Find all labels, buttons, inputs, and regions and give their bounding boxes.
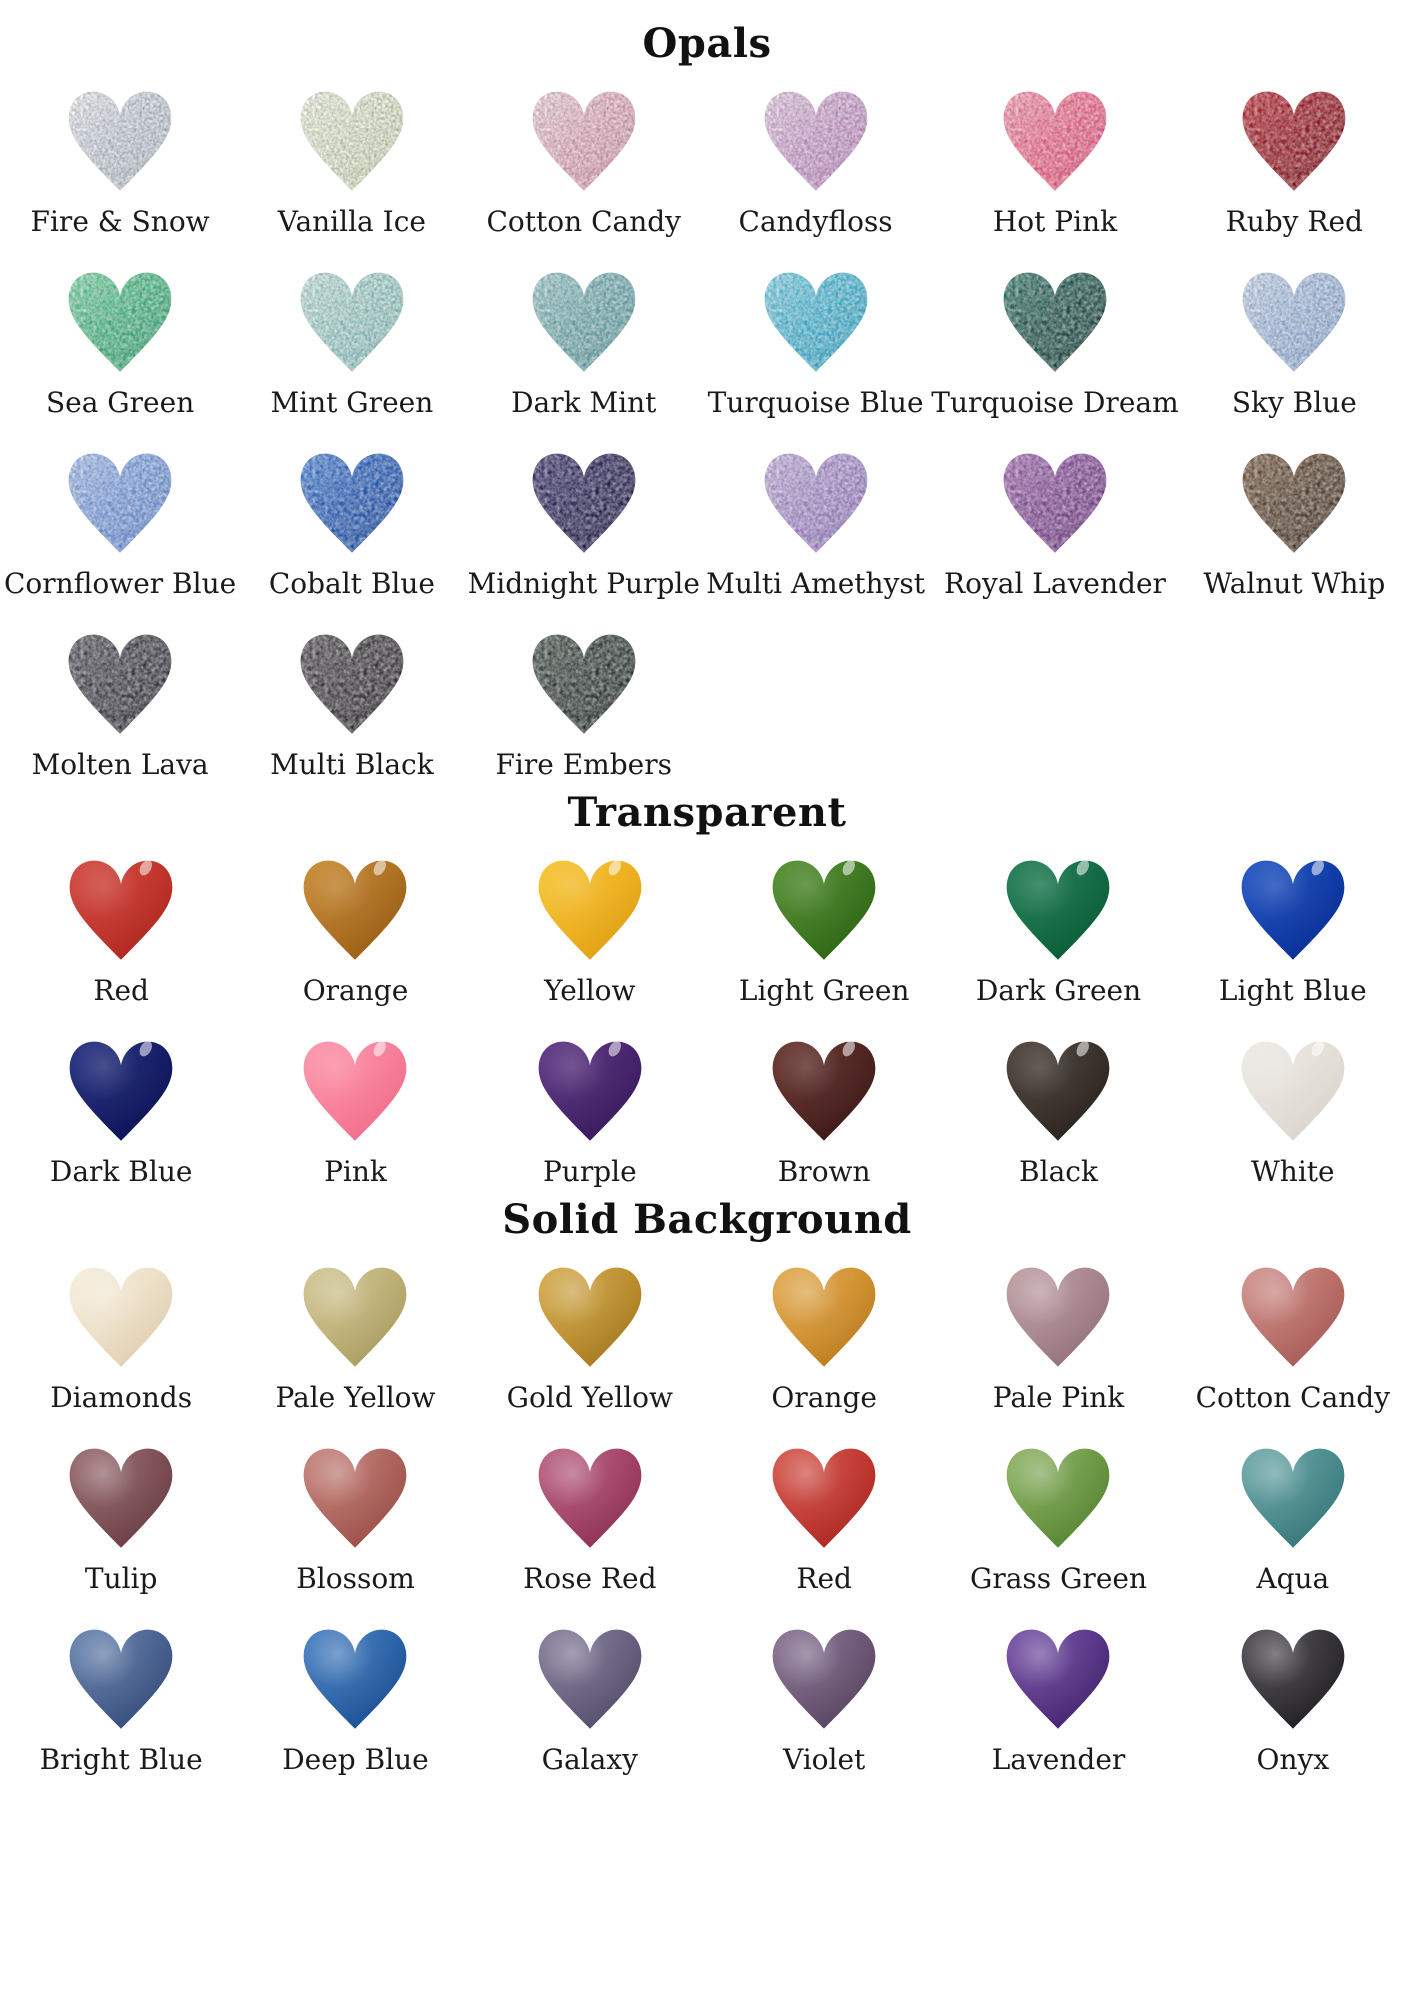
swatch-label: White	[1251, 1155, 1335, 1188]
swatch-label: Pale Pink	[992, 1381, 1125, 1414]
swatch-label: Turquoise Dream	[931, 386, 1179, 419]
swatch-label: Pale Yellow	[275, 1381, 436, 1414]
swatch-label: Multi Amethyst	[706, 567, 926, 600]
heart-swatch-icon	[992, 262, 1118, 380]
heart-swatch-icon	[761, 850, 887, 968]
heart-swatch-icon	[761, 1619, 887, 1737]
swatch-label: Purple	[542, 1155, 637, 1188]
swatch-label: Cotton Candy	[486, 205, 681, 238]
heart-swatch-icon	[521, 262, 647, 380]
swatch-label: Midnight Purple	[467, 567, 700, 600]
swatch-label: Cobalt Blue	[268, 567, 435, 600]
heart-swatch-icon	[58, 1257, 184, 1375]
heart-swatch-icon	[995, 1257, 1121, 1375]
swatch-cell	[1176, 1619, 1410, 1776]
heart-swatch-icon	[289, 81, 415, 199]
heart-swatch-icon	[761, 1031, 887, 1149]
heart-swatch-icon	[57, 81, 183, 199]
swatch-grid-solid-background	[4, 1257, 1410, 1776]
swatch-cell	[238, 1438, 472, 1595]
swatch-label: Violet	[782, 1743, 866, 1776]
swatch-cell	[238, 1031, 472, 1188]
swatch-label: Onyx	[1256, 1743, 1330, 1776]
swatch-label: Walnut Whip	[1203, 567, 1386, 600]
heart-swatch-icon	[761, 1257, 887, 1375]
swatch-cell	[4, 262, 236, 419]
swatch-label: Red	[93, 974, 149, 1007]
swatch-cell	[238, 1257, 472, 1414]
swatch-cell	[700, 262, 931, 419]
swatch-cell	[238, 850, 472, 1007]
swatch-cell	[4, 1438, 238, 1595]
swatch-cell	[931, 81, 1178, 238]
swatch-cell	[468, 443, 700, 600]
swatch-cell	[931, 443, 1178, 600]
swatch-label: Fire & Snow	[30, 205, 210, 238]
swatch-label: Turquoise Blue	[707, 386, 924, 419]
swatch-cell	[4, 850, 238, 1007]
heart-swatch-icon	[753, 81, 879, 199]
heart-swatch-icon	[995, 1438, 1121, 1556]
heart-swatch-icon	[292, 1438, 418, 1556]
swatch-label: Deep Blue	[282, 1743, 429, 1776]
swatch-label: Royal Lavender	[944, 567, 1166, 600]
swatch-cell	[468, 81, 700, 238]
heart-swatch-icon	[289, 624, 415, 742]
swatch-label: Lavender	[991, 1743, 1126, 1776]
heart-swatch-icon	[521, 443, 647, 561]
swatch-label: Hot Pink	[992, 205, 1118, 238]
heart-swatch-icon	[527, 1257, 653, 1375]
swatch-cell	[707, 1438, 941, 1595]
swatch-label: Grass Green	[969, 1562, 1147, 1595]
heart-swatch-icon	[57, 443, 183, 561]
swatch-cell	[468, 624, 700, 781]
swatch-cell	[236, 81, 467, 238]
heart-swatch-icon	[292, 1031, 418, 1149]
swatch-cell	[707, 1619, 941, 1776]
swatch-cell	[941, 1438, 1175, 1595]
swatch-label: Black	[1019, 1155, 1098, 1188]
swatch-label: Gold Yellow	[506, 1381, 673, 1414]
swatch-cell	[236, 443, 467, 600]
swatch-cell	[941, 1257, 1175, 1414]
swatch-label: Fire Embers	[495, 748, 672, 781]
swatch-cell	[941, 1031, 1175, 1188]
swatch-cell	[1176, 1031, 1410, 1188]
heart-swatch-icon	[753, 443, 879, 561]
heart-swatch-icon	[289, 262, 415, 380]
swatch-cell	[473, 850, 707, 1007]
heart-swatch-icon	[1230, 1031, 1356, 1149]
swatch-label: Blossom	[296, 1562, 415, 1595]
swatch-cell	[1179, 443, 1410, 600]
swatch-cell	[1179, 81, 1410, 238]
heart-swatch-icon	[292, 850, 418, 968]
swatch-cell	[4, 624, 236, 781]
swatch-cell	[941, 1619, 1175, 1776]
heart-swatch-icon	[753, 262, 879, 380]
swatch-cell	[473, 1031, 707, 1188]
heart-swatch-icon	[57, 262, 183, 380]
swatch-label: Tulip	[84, 1562, 158, 1595]
swatch-label: Light Blue	[1218, 974, 1367, 1007]
swatch-label: Red	[796, 1562, 852, 1595]
swatch-cell	[4, 1619, 238, 1776]
swatch-cell	[468, 262, 700, 419]
heart-swatch-icon	[1231, 262, 1357, 380]
heart-swatch-icon	[1230, 1619, 1356, 1737]
heart-swatch-icon	[292, 1257, 418, 1375]
heart-swatch-icon	[995, 850, 1121, 968]
swatch-grid-transparent	[4, 850, 1410, 1188]
swatch-cell	[236, 262, 467, 419]
swatch-label: Cotton Candy	[1195, 1381, 1391, 1414]
swatch-label: Dark Mint	[511, 386, 657, 419]
swatch-cell	[1179, 262, 1410, 419]
swatch-cell	[941, 850, 1175, 1007]
heart-swatch-icon	[992, 81, 1118, 199]
swatch-cell	[707, 850, 941, 1007]
section-title-solid-background: Solid Background	[502, 1196, 912, 1243]
heart-swatch-icon	[1230, 1438, 1356, 1556]
section-title-opals: Opals	[642, 20, 772, 67]
heart-swatch-icon	[995, 1619, 1121, 1737]
swatch-label: Ruby Red	[1225, 205, 1363, 238]
heart-swatch-icon	[1231, 81, 1357, 199]
heart-swatch-icon	[992, 443, 1118, 561]
heart-swatch-icon	[527, 1619, 653, 1737]
swatch-label: Dark Green	[975, 974, 1142, 1007]
swatch-cell	[4, 1257, 238, 1414]
swatch-cell	[700, 81, 931, 238]
heart-swatch-icon	[58, 1438, 184, 1556]
heart-swatch-icon	[1230, 850, 1356, 968]
swatch-label: Galaxy	[541, 1743, 638, 1776]
swatch-label: Cornflower Blue	[4, 567, 237, 600]
heart-swatch-icon	[527, 1031, 653, 1149]
heart-swatch-icon	[761, 1438, 887, 1556]
swatch-cell	[1176, 1438, 1410, 1595]
swatch-label: Sky Blue	[1231, 386, 1357, 419]
heart-swatch-icon	[58, 850, 184, 968]
swatch-cell	[236, 624, 467, 781]
swatch-label: Rose Red	[523, 1562, 657, 1595]
section-title-transparent: Transparent	[567, 789, 847, 836]
swatch-label: Orange	[302, 974, 409, 1007]
swatch-label: Light Green	[738, 974, 910, 1007]
heart-swatch-icon	[58, 1619, 184, 1737]
heart-swatch-icon	[57, 624, 183, 742]
swatch-label: Bright Blue	[39, 1743, 203, 1776]
swatch-cell	[473, 1257, 707, 1414]
swatch-cell	[473, 1619, 707, 1776]
swatch-cell	[707, 1031, 941, 1188]
swatch-label: Molten Lava	[31, 748, 209, 781]
swatch-label: Vanilla Ice	[277, 205, 426, 238]
swatch-label: Candyfloss	[738, 205, 893, 238]
swatch-cell	[4, 1031, 238, 1188]
swatch-cell	[473, 1438, 707, 1595]
swatch-cell	[700, 443, 931, 600]
swatch-grid-opals	[4, 81, 1410, 781]
heart-swatch-icon	[1230, 1257, 1356, 1375]
swatch-label: Mint Green	[270, 386, 434, 419]
heart-swatch-icon	[527, 850, 653, 968]
heart-swatch-icon	[521, 624, 647, 742]
swatch-cell	[707, 1257, 941, 1414]
heart-swatch-icon	[292, 1619, 418, 1737]
swatch-label: Aqua	[1256, 1562, 1330, 1595]
swatch-label: Orange	[771, 1381, 877, 1414]
heart-swatch-icon	[1231, 443, 1357, 561]
swatch-label: Yellow	[544, 974, 636, 1007]
swatch-label: Sea Green	[45, 386, 195, 419]
heart-swatch-icon	[289, 443, 415, 561]
swatch-cell	[931, 262, 1178, 419]
heart-swatch-icon	[58, 1031, 184, 1149]
swatch-label: Diamonds	[50, 1381, 193, 1414]
swatch-label: Multi Black	[270, 748, 434, 781]
swatch-label: Pink	[324, 1155, 387, 1188]
swatch-cell	[4, 443, 236, 600]
swatch-cell	[4, 81, 236, 238]
heart-swatch-icon	[527, 1438, 653, 1556]
heart-swatch-icon	[995, 1031, 1121, 1149]
heart-swatch-icon	[521, 81, 647, 199]
swatch-cell	[1176, 1257, 1410, 1414]
swatch-label: Dark Blue	[49, 1155, 193, 1188]
swatch-label: Brown	[777, 1155, 871, 1188]
swatch-cell	[1176, 850, 1410, 1007]
swatch-cell	[238, 1619, 472, 1776]
